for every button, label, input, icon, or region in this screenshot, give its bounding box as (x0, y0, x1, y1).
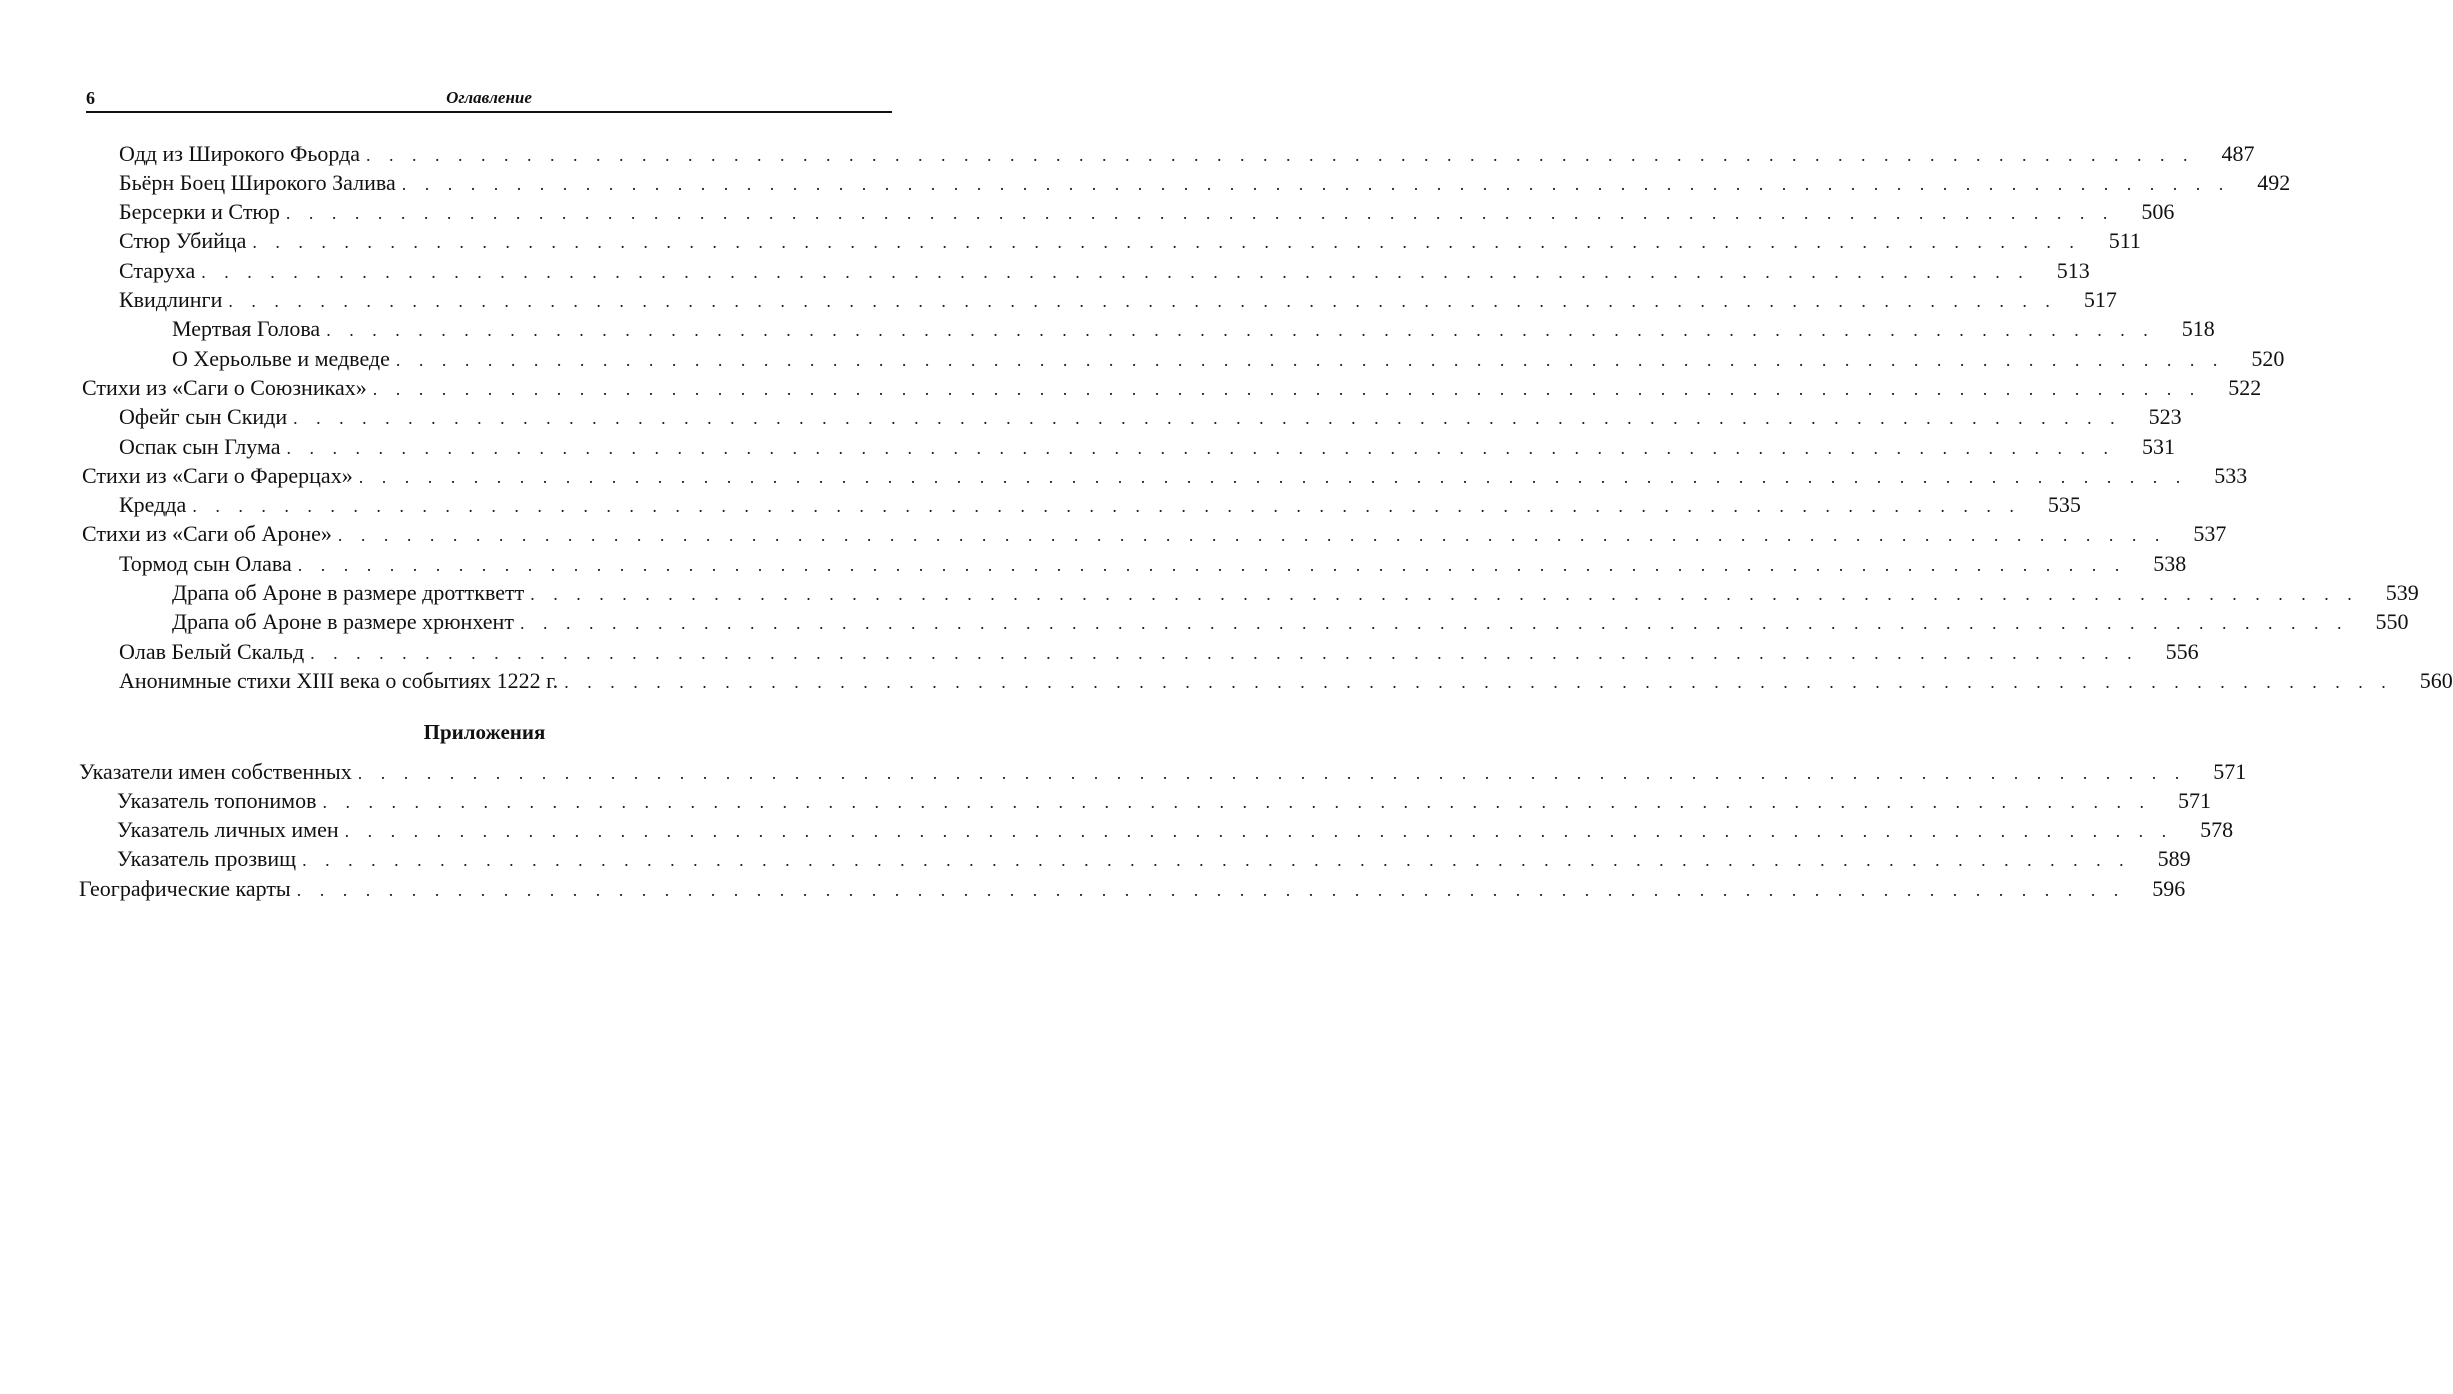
toc-entry-page: 520 (2224, 344, 2284, 373)
dot-leader: . . . . . . . . . . . . . . . . . . . . . . . . . . . . . . . . . . . . . . . . . . . . . . . . . . . . . . . . . . . . . . . . . . . . . . . . . . . . . . . . (530, 584, 2359, 604)
toc-entry-title: Офейг сын Скиди (119, 402, 293, 431)
toc-entry-title: Стихи из «Саги об Ароне» (82, 519, 338, 548)
toc-entry (119, 168, 2291, 197)
toc-entry-page: 522 (2201, 373, 2261, 402)
toc-entry-title: Кредда (119, 490, 192, 519)
toc-entry (119, 285, 2117, 314)
dot-leader: . . . . . . . . . . . . . . . . . . . . . . . . . . . . . . . . . . . . . . . . . . . . . . . . . . . . . . . . . . . . . . . . . . . . . . . . . . . . . . . . (302, 850, 2131, 870)
toc-entry-title: Квидлинги (119, 285, 228, 314)
toc-entry-title: Старуха (119, 256, 201, 285)
toc-entry (172, 314, 2215, 343)
dot-leader: . . . . . . . . . . . . . . . . . . . . . . . . . . . . . . . . . . . . . . . . . . . . . . . . . . . . . . . . . . . . . . . . . . . . . . . . . . . . . . . . (358, 467, 2188, 487)
toc-entry (119, 139, 2255, 168)
toc-entry-title: Стюр Убийца (119, 226, 252, 255)
toc-entry-title: Указатель топонимов (117, 786, 323, 815)
appendix-entry (79, 874, 2186, 903)
toc-entry (119, 432, 2175, 461)
running-title: Оглавление (446, 88, 532, 107)
toc-entry (82, 373, 2262, 402)
toc-entry-page: 518 (2155, 314, 2215, 343)
toc-entry (119, 402, 2182, 431)
toc-entry-page: 589 (2131, 844, 2191, 873)
dot-leader: . . . . . . . . . . . . . . . . . . . . . . . . . . . . . . . . . . . . . . . . . . . . . . . . . . . . . . . . . . . . . . . . . . . . . . . . . . . . . . . . (322, 792, 2151, 812)
toc-entry-page: 492 (2230, 168, 2290, 197)
dot-leader: . . . . . . . . . . . . . . . . . . . . . . . . . . . . . . . . . . . . . . . . . . . . . . . . . . . . . . . . . . . . . . . . . . . . . . . . . . . . . . . . (395, 350, 2225, 370)
toc-entry (172, 607, 2409, 636)
dot-leader: . . . . . . . . . . . . . . . . . . . . . . . . . . . . . . . . . . . . . . . . . . . . . . . . . . . . . . . . . . . . . . . . . . . . . . . . . . . . . . . . (201, 262, 2030, 282)
toc-entry-page: 511 (2081, 226, 2141, 255)
toc-entry-title: Одд из Широкого Фьорда (119, 139, 366, 168)
toc-entry-title: Указатели имен собственных (79, 757, 358, 786)
toc-entry-page: 560 (2393, 666, 2453, 695)
toc-entry-page: 537 (2166, 519, 2226, 548)
toc-entry-page: 513 (2030, 256, 2090, 285)
dot-leader: . . . . . . . . . . . . . . . . . . . . . . . . . . . . . . . . . . . . . . . . . . . . . . . . . . . . . . . . . . . . . . . . . . . . . . . . . . . . . . . . (252, 232, 2081, 252)
dot-leader: . . . . . . . . . . . . . . . . . . . . . . . . . . . . . . . . . . . . . . . . . . . . . . . . . . . . . . . . . . . . . . . . . . . . . . . . . . . . . . . . (326, 320, 2155, 340)
dot-leader: . . . . . . . . . . . . . . . . . . . . . . . . . . . . . . . . . . . . . . . . . . . . . . . . . . . . . . . . . . . . . . . . . . . . . . . . . . . . . . . . (337, 525, 2167, 545)
toc-entry (119, 490, 2081, 519)
toc-entry-title: Стихи из «Саги о Союзниках» (82, 373, 373, 402)
toc-entry (119, 549, 2187, 578)
toc-entry-page: 535 (2021, 490, 2081, 519)
toc-entry-page: 517 (2057, 285, 2117, 314)
toc-entry-page: 556 (2139, 637, 2199, 666)
toc-entry-page: 596 (2125, 874, 2185, 903)
appendix-entry (79, 757, 2247, 786)
appendix-entry (117, 844, 2191, 873)
toc-entry (82, 461, 2248, 490)
appendix-entry (117, 815, 2234, 844)
toc-entry-title: Мертвая Голова (172, 314, 326, 343)
header-rule (86, 111, 892, 113)
dot-leader: . . . . . . . . . . . . . . . . . . . . . . . . . . . . . . . . . . . . . . . . . . . . . . . . . . . . . . . . . . . . . . . . . . . . . . . . . . . . . . . . (401, 174, 2231, 194)
toc-entry-title: Тормод сын Олава (119, 549, 298, 578)
dot-leader: . . . . . . . . . . . . . . . . . . . . . . . . . . . . . . . . . . . . . . . . . . . . . . . . . . . . . . . . . . . . . . . . . . . . . . . . . . . . . . . . (228, 291, 2057, 311)
toc-entry-title: Берсерки и Стюр (119, 197, 286, 226)
toc-entry (119, 666, 2453, 695)
toc-entry-title: Указатель личных имен (117, 815, 345, 844)
toc-entry-title: Бьёрн Боец Широкого Залива (119, 168, 402, 197)
dot-leader: . . . . . . . . . . . . . . . . . . . . . . . . . . . . . . . . . . . . . . . . . . . . . . . . . . . . . . . . . . . . . . . . . . . . . . . . . . . . . . . . (372, 379, 2202, 399)
dot-leader: . . . . . . . . . . . . . . . . . . . . . . . . . . . . . . . . . . . . . . . . . . . . . . . . . . . . . . . . . . . . . . . . . . . . . . . . . . . . . . . . (285, 203, 2115, 223)
toc-entry-page: 533 (2187, 461, 2247, 490)
toc-entry-title: Географические карты (79, 874, 297, 903)
running-head (86, 86, 892, 112)
dot-leader: . . . . . . . . . . . . . . . . . . . . . . . . . . . . . . . . . . . . . . . . . . . . . . . . . . . . . . . . . . . . . . . . . . . . . . . . . . . . . . . . (296, 880, 2126, 900)
toc-entry (119, 256, 2090, 285)
toc-entry-page: 506 (2114, 197, 2174, 226)
toc-entry-page: 538 (2126, 549, 2186, 578)
dot-leader: . . . . . . . . . . . . . . . . . . . . . . . . . . . . . . . . . . . . . . . . . . . . . . . . . . . . . . . . . . . . . . . . . . . . . . . . . . . . . . . . (519, 613, 2349, 633)
dot-leader: . . . . . . . . . . . . . . . . . . . . . . . . . . . . . . . . . . . . . . . . . . . . . . . . . . . . . . . . . . . . . . . . . . . . . . . . . . . . . . . . (297, 555, 2127, 575)
dot-leader: . . . . . . . . . . . . . . . . . . . . . . . . . . . . . . . . . . . . . . . . . . . . . . . . . . . . . . . . . . . . . . . . . . . . . . . . . . . . . . . . (286, 438, 2115, 458)
dot-leader: . . . . . . . . . . . . . . . . . . . . . . . . . . . . . . . . . . . . . . . . . . . . . . . . . . . . . . . . . . . . . . . . . . . . . . . . . . . . . . . . (564, 672, 2393, 692)
page-number: 6 (86, 88, 95, 108)
toc-entry-page: 523 (2122, 402, 2182, 431)
toc-entry (82, 519, 2227, 548)
toc-entry-page: 571 (2186, 757, 2246, 786)
toc-entry (172, 578, 2419, 607)
toc-entry-title: О Херьольве и медведе (172, 344, 396, 373)
toc-entry (119, 197, 2175, 226)
toc-entry-title: Оспак сын Глума (119, 432, 287, 461)
toc-entry-page: 550 (2348, 607, 2408, 636)
dot-leader: . . . . . . . . . . . . . . . . . . . . . . . . . . . . . . . . . . . . . . . . . . . . . . . . . . . . . . . . . . . . . . . . . . . . . . . . . . . . . . . . (357, 763, 2187, 783)
appendix-entry (117, 786, 2211, 815)
dot-leader: . . . . . . . . . . . . . . . . . . . . . . . . . . . . . . . . . . . . . . . . . . . . . . . . . . . . . . . . . . . . . . . . . . . . . . . . . . . . . . . . (310, 643, 2139, 663)
toc-entry (172, 344, 2285, 373)
toc-entry-page: 571 (2151, 786, 2211, 815)
toc-entry-title: Стихи из «Саги о Фарерцах» (82, 461, 359, 490)
toc-entry-page: 531 (2115, 432, 2175, 461)
appendix-heading: Приложения (423, 720, 546, 744)
toc-entry-page: 487 (2195, 139, 2255, 168)
toc-entry-page: 539 (2359, 578, 2419, 607)
dot-leader: . . . . . . . . . . . . . . . . . . . . . . . . . . . . . . . . . . . . . . . . . . . . . . . . . . . . . . . . . . . . . . . . . . . . . . . . . . . . . . . . (366, 145, 2195, 165)
toc-entry (119, 226, 2141, 255)
dot-leader: . . . . . . . . . . . . . . . . . . . . . . . . . . . . . . . . . . . . . . . . . . . . . . . . . . . . . . . . . . . . . . . . . . . . . . . . . . . . . . . . (293, 408, 2122, 428)
toc-entry-title: Указатель прозвищ (117, 844, 302, 873)
toc-entry-page: 578 (2173, 815, 2233, 844)
dot-leader: . . . . . . . . . . . . . . . . . . . . . . . . . . . . . . . . . . . . . . . . . . . . . . . . . . . . . . . . . . . . . . . . . . . . . . . . . . . . . . . . (344, 821, 2174, 841)
dot-leader: . . . . . . . . . . . . . . . . . . . . . . . . . . . . . . . . . . . . . . . . . . . . . . . . . . . . . . . . . . . . . . . . . . . . . . . . . . . . . . . . (192, 496, 2021, 516)
toc-entry-title: Олав Белый Скальд (119, 637, 310, 666)
toc-entry-title: Драпа об Ароне в размере дротткветт (172, 578, 530, 607)
toc-entry-title: Анонимные стихи XIII века о событиях 1222 г. (119, 666, 564, 695)
toc-entry-title: Драпа об Ароне в размере хрюнхент (172, 607, 520, 636)
toc-entry (119, 637, 2199, 666)
